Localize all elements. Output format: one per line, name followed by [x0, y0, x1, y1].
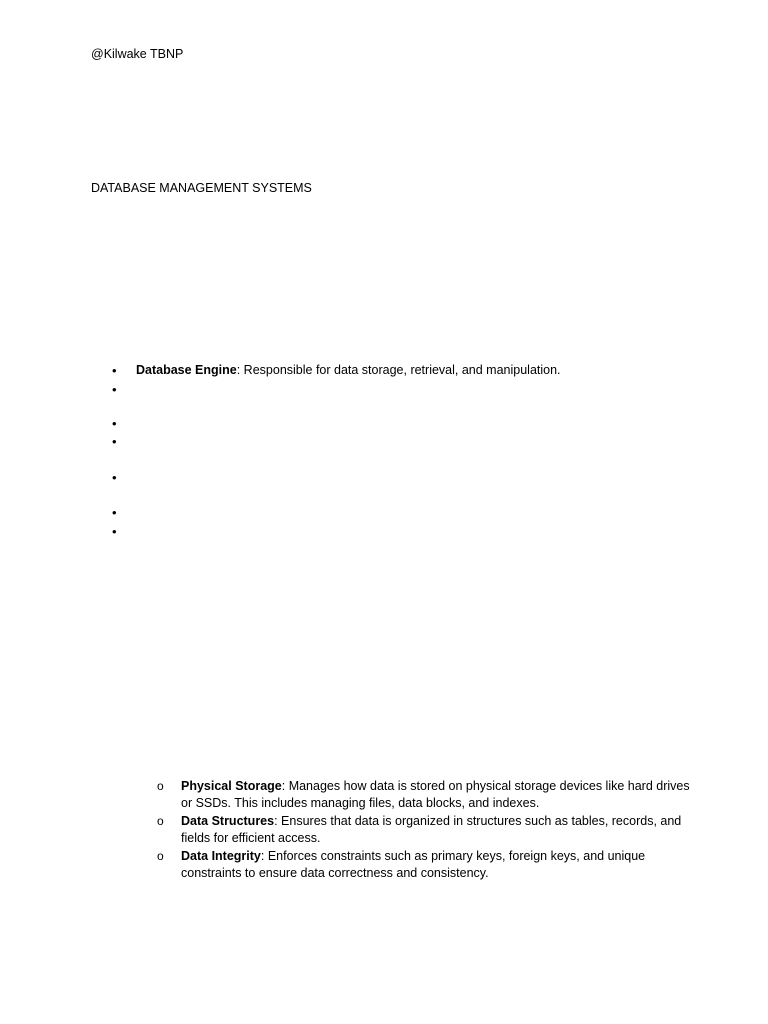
- hollow-bullet-icon: o: [157, 814, 164, 828]
- bullet-icon: •: [112, 363, 117, 378]
- list-item: [112, 381, 672, 398]
- author-header: @Kilwake TBNP: [91, 47, 184, 61]
- list-item-description: : Ensures that data is organized in structures such as tables, records, and fields for efficient access.: [181, 814, 682, 845]
- list-item: [112, 433, 672, 450]
- hollow-bullet-icon: o: [157, 849, 164, 863]
- list-item-description: : Manages how data is stored on physical storage devices like hard drives or SSDs. This includes managing files, data blocks, and indexes.: [181, 779, 690, 810]
- bullet-icon: •: [112, 470, 117, 485]
- list-item-text: [181, 813, 691, 847]
- bullet-icon: •: [112, 505, 117, 520]
- list-item: [112, 504, 672, 521]
- bullet-icon: •: [112, 416, 117, 431]
- page-title: DATABASE MANAGEMENT SYSTEMS: [91, 181, 312, 195]
- bullet-icon: •: [112, 382, 117, 397]
- list-item-text: [181, 848, 691, 882]
- bullet-icon: •: [112, 524, 117, 539]
- list-item-term: Database Engine: [136, 363, 237, 377]
- list-item-term: Data Structures: [181, 814, 275, 828]
- bullet-icon: •: [112, 434, 117, 449]
- list-item-description: : Responsible for data storage, retrieval, and manipulation.: [236, 363, 561, 377]
- hollow-bullet-icon: o: [157, 779, 164, 793]
- list-item-description: : Enforces constraints such as primary keys, foreign keys, and unique constraints to ensure data correctness and consistency.: [181, 849, 646, 880]
- list-item-term: Data Integrity: [181, 849, 261, 863]
- list-item: [112, 362, 672, 379]
- list-item: [112, 415, 672, 432]
- list-item: [112, 469, 672, 486]
- list-item-term: Physical Storage: [181, 779, 282, 793]
- list-item: [112, 523, 672, 540]
- list-item-text: [181, 778, 691, 812]
- list-item-text: [136, 362, 561, 379]
